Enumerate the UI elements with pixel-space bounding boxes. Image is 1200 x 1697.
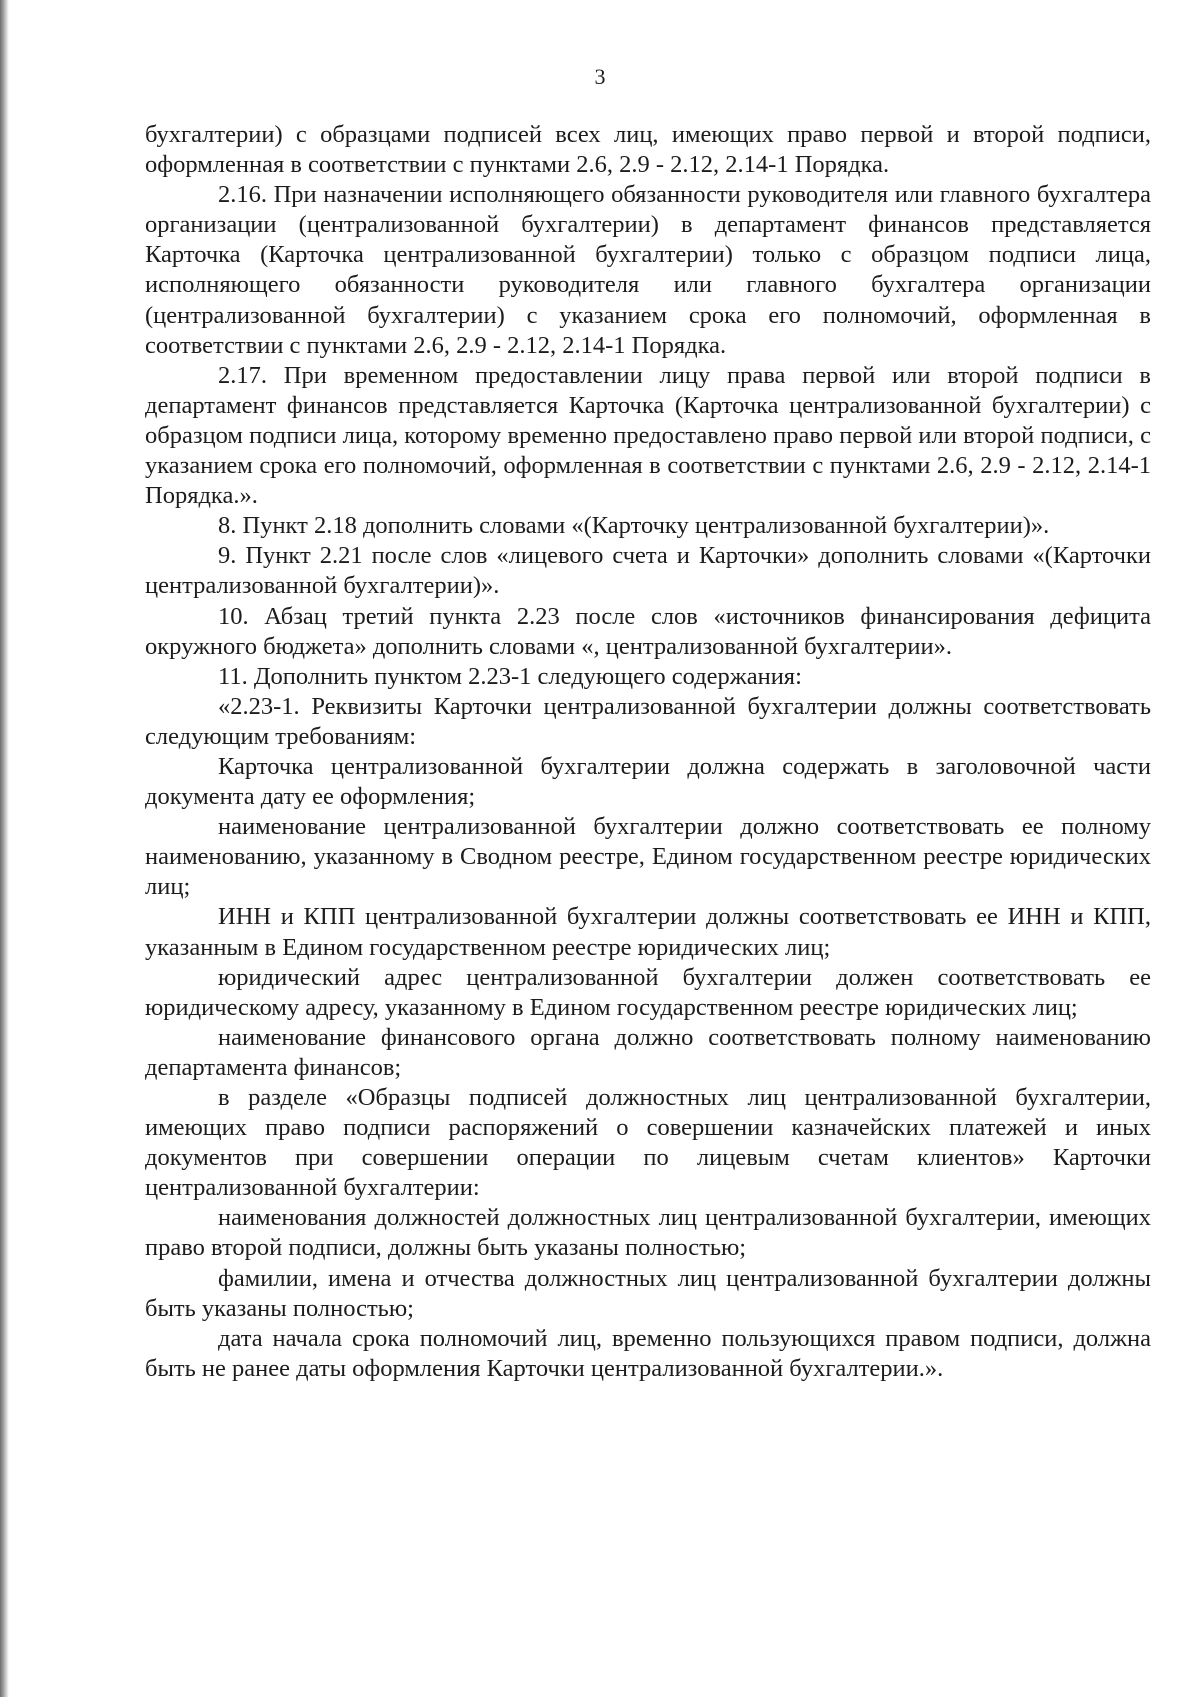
paragraph: ИНН и КПП централизованной бухгалтерии должны соответствовать ее ИНН и КПП, указанным в Едином государственном реестре юридических лиц; [145, 903, 1151, 961]
document-body [145, 120, 1151, 1384]
paragraph: 11. Дополнить пунктом 2.23-1 следующего содержания: [218, 662, 802, 690]
paragraph: 2.16. При назначении исполняющего обязанности руководителя или главного бухгалтера организации (централизованной бухгалтерии) в департамент финансов представляется Карточка (Карточка централизованной бухгалтерии) только с образцом подписи лица, исполняющего обязанности руководителя или главного бухгалтера организации (централизованной бухгалтерии) с указанием срока его полномочий, оформленная в соответствии с пунктами 2.6, 2.9 - 2.12, 2.14-1 Порядка. [145, 181, 1151, 359]
scan-edge-shadow [0, 0, 9, 1697]
paragraph: фамилии, имена и отчества должностных лиц централизованной бухгалтерии должны быть указаны полностью; [145, 1264, 1151, 1322]
paragraph: 9. Пункт 2.21 после слов «лицевого счета и Карточки» дополнить словами «(Карточки централизованной бухгалтерии)». [145, 542, 1151, 600]
paragraph: 10. Абзац третий пункта 2.23 после слов «источников финансирования дефицита окружного бюджета» дополнить словами «, централизованной бухгалтерии». [145, 602, 1151, 660]
paragraph: юридический адрес централизованной бухгалтерии должен соответствовать ее юридическому адресу, указанному в Едином государственном реестре юридических лиц; [145, 963, 1151, 1021]
paragraph: в разделе «Образцы подписей должностных лиц централизованной бухгалтерии, имеющих право подписи распоряжений о совершении казначейских платежей и иных документов при совершении операции по лицевым счетам клиентов» Карточки централизованной бухгалтерии: [145, 1084, 1151, 1202]
paragraph: Карточка централизованной бухгалтерии должна содержать в заголовочной части документа дату ее оформления; [145, 752, 1151, 811]
paragraph: «2.23-1. Реквизиты Карточки централизованной бухгалтерии должны соответствовать следующим требованиям: [145, 692, 1151, 750]
paragraph: наименования должностей должностных лиц централизованной бухгалтерии, имеющих право второй подписи, должны быть указаны полностью; [145, 1204, 1151, 1262]
paragraph: наименование централизованной бухгалтерии должно соответствовать ее полному наименованию, указанному в Сводном реестре, Едином государственном реестре юридических лиц; [145, 813, 1151, 901]
paragraph: дата начала срока полномочий лиц, временно пользующихся правом подписи, должна быть не ранее даты оформления Карточки централизованной бухгалтерии.». [145, 1324, 1151, 1382]
paragraph: бухгалтерии) с образцами подписей всех лиц, имеющих право первой и второй подписи, оформленная в соответствии с пунктами 2.6, 2.9 - 2.12, 2.14-1 Порядка. [145, 121, 1151, 179]
paragraph: наименование финансового органа должно соответствовать полному наименованию департамента финансов; [145, 1023, 1151, 1081]
paragraph: 2.17. При временном предоставлении лицу права первой или второй подписи в департамент финансов представляется Карточка (Карточка централизованной бухгалтерии) с образцом подписи лица, которому временно предоставлено право первой или второй подписи, с указанием срока его полномочий, оформленная в соответствии с пунктами 2.6, 2.9 - 2.12, 2.14-1 Порядка.». [145, 361, 1151, 510]
page-number: 3 [594, 64, 606, 89]
paragraph: 8. Пункт 2.18 дополнить словами «(Карточку централизованной бухгалтерии)». [218, 512, 1050, 540]
